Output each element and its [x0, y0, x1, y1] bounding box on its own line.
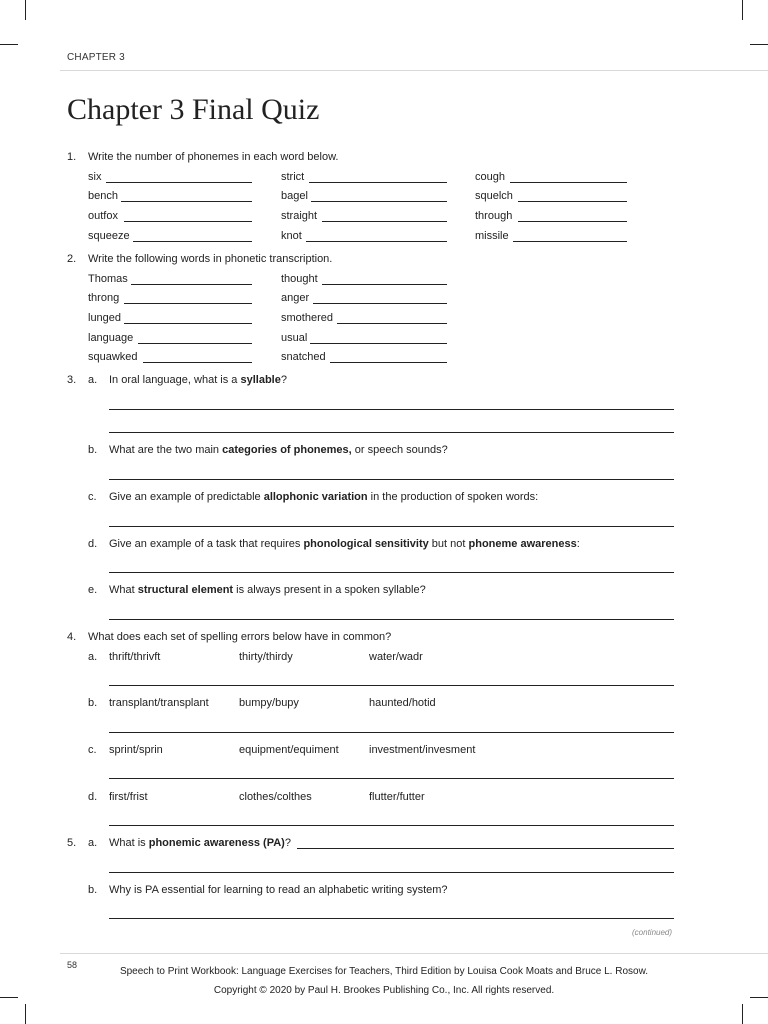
q1-prompt: Write the number of phonemes in each word below.	[88, 151, 339, 163]
q1-answer-line[interactable]	[124, 221, 252, 222]
q1-answer-line[interactable]	[133, 241, 252, 242]
crop-mark-bottom-right	[742, 1004, 743, 1024]
q3b-question: What are the two main categories of phonemes, or speech sounds?	[109, 444, 448, 456]
q3d-answer-line[interactable]	[109, 572, 674, 573]
q1-word: straight	[281, 210, 318, 222]
q4-error-set: thirty/thirdy	[239, 651, 293, 663]
q1-number: 1.	[67, 151, 77, 163]
q4-error-set: thrift/thrivft	[109, 651, 161, 663]
q3c-answer-line[interactable]	[109, 526, 674, 527]
q2-word: throng	[88, 292, 120, 304]
q3a-answer-line[interactable]	[109, 432, 674, 433]
q5b-letter: b.	[88, 884, 98, 896]
q1-word: bagel	[281, 190, 308, 202]
q1-word: bench	[88, 190, 118, 202]
q2-answer-line[interactable]	[143, 362, 252, 363]
q2-answer-line[interactable]	[131, 284, 252, 285]
continued-note: (continued)	[632, 928, 673, 937]
q1-answer-line[interactable]	[518, 201, 627, 202]
q5b-answer-line[interactable]	[109, 918, 674, 919]
q2-word: thought	[281, 273, 318, 285]
q1-answer-line[interactable]	[106, 182, 252, 183]
q1-word: cough	[475, 171, 505, 183]
q3e-answer-line[interactable]	[109, 619, 674, 620]
q5a-answer-line[interactable]	[109, 872, 674, 873]
page-title: Chapter 3 Final Quiz	[67, 93, 320, 126]
q4c-letter: c.	[88, 744, 97, 756]
q2-number: 2.	[67, 253, 77, 265]
q3a-letter: a.	[88, 374, 98, 386]
q2-answer-line[interactable]	[310, 343, 447, 344]
q1-answer-line[interactable]	[121, 201, 252, 202]
q5a-question: What is phonemic awareness (PA)?	[109, 837, 291, 849]
q1-word: outfox	[88, 210, 118, 222]
q3d-question: Give an example of a task that requires phonological sensitivity but not phoneme awareness:	[109, 538, 580, 550]
q1-word: missile	[475, 230, 509, 242]
q3e-question: What structural element is always present in a spoken syllable?	[109, 584, 426, 596]
q2-answer-line[interactable]	[330, 362, 447, 363]
q3b-answer-line[interactable]	[109, 479, 674, 480]
q1-answer-line[interactable]	[322, 221, 447, 222]
q4-prompt: What does each set of spelling errors below have in common?	[88, 631, 392, 643]
q2-word: squawked	[88, 351, 138, 363]
q1-answer-line[interactable]	[513, 241, 627, 242]
q4-error-set: bumpy/bupy	[239, 697, 299, 709]
crop-mark-top-right	[742, 0, 743, 20]
q4a-answer-line[interactable]	[109, 685, 674, 686]
q1-answer-line[interactable]	[306, 241, 447, 242]
page-number: 58	[67, 960, 78, 970]
q2-answer-line[interactable]	[124, 303, 252, 304]
q3-number: 3.	[67, 374, 77, 386]
q3d-letter: d.	[88, 538, 98, 550]
q4d-letter: d.	[88, 791, 98, 803]
q1-word: strict	[281, 171, 305, 183]
q1-answer-line[interactable]	[518, 221, 627, 222]
q3b-letter: b.	[88, 444, 98, 456]
footer-rule	[60, 953, 768, 954]
crop-mark-bottom-right-h	[750, 997, 768, 998]
q1-word: six	[88, 171, 102, 183]
q2-answer-line[interactable]	[337, 323, 447, 324]
q4-error-set: first/frist	[109, 791, 148, 803]
q5b-question: Why is PA essential for learning to read an alphabetic writing system?	[109, 884, 448, 896]
q2-word: usual	[281, 332, 308, 344]
q3e-letter: e.	[88, 584, 98, 596]
q1-answer-line[interactable]	[309, 182, 447, 183]
q4-error-set: flutter/futter	[369, 791, 425, 803]
q5a-letter: a.	[88, 837, 98, 849]
q5a-answer-line[interactable]	[297, 848, 674, 849]
q2-word: smothered	[281, 312, 333, 324]
q2-word: snatched	[281, 351, 326, 363]
crop-mark-bottom-left-h	[0, 997, 18, 998]
q1-word: knot	[281, 230, 302, 242]
q1-word: squelch	[475, 190, 513, 202]
q4-error-set: clothes/colthes	[239, 791, 312, 803]
q2-word: language	[88, 332, 134, 344]
q4-error-set: transplant/transplant	[109, 697, 209, 709]
q2-word: lunged	[88, 312, 122, 324]
header-rule	[60, 70, 768, 71]
chapter-label: CHAPTER 3	[67, 52, 125, 63]
q1-word: squeeze	[88, 230, 130, 242]
crop-mark-top-left-h	[0, 44, 18, 45]
q2-prompt: Write the following words in phonetic transcription.	[88, 253, 333, 265]
q4b-letter: b.	[88, 697, 98, 709]
q2-answer-line[interactable]	[138, 343, 252, 344]
q2-word: Thomas	[88, 273, 128, 285]
crop-mark-bottom-left	[25, 1004, 26, 1024]
q2-answer-line[interactable]	[313, 303, 447, 304]
q4-number: 4.	[67, 631, 77, 643]
crop-mark-top-right-h	[750, 44, 768, 45]
q5-number: 5.	[67, 837, 77, 849]
q4b-answer-line[interactable]	[109, 732, 674, 733]
q4-error-set: sprint/sprin	[109, 744, 163, 756]
q1-word: through	[475, 210, 513, 222]
q4-error-set: water/wadr	[369, 651, 423, 663]
q3c-letter: c.	[88, 491, 97, 503]
footer-citation: Speech to Print Workbook: Language Exercises for Teachers, Third Edition by Louisa Cook Moats and Bruce L. Rosow.	[119, 966, 649, 977]
q2-answer-line[interactable]	[322, 284, 447, 285]
q4-error-set: investment/invesment	[369, 744, 476, 756]
q4d-answer-line[interactable]	[109, 825, 674, 826]
q4a-letter: a.	[88, 651, 98, 663]
q2-word: anger	[281, 292, 310, 304]
q4-error-set: equipment/equiment	[239, 744, 339, 756]
q3c-question: Give an example of predictable allophonic variation in the production of spoken words:	[109, 491, 539, 503]
q3a-question: In oral language, what is a syllable?	[109, 374, 287, 386]
q4-error-set: haunted/hotid	[369, 697, 436, 709]
q3a-answer-line[interactable]	[109, 409, 674, 410]
q1-answer-line[interactable]	[311, 201, 447, 202]
q2-answer-line[interactable]	[124, 323, 252, 324]
crop-mark-top-left	[25, 0, 26, 20]
q1-answer-line[interactable]	[510, 182, 627, 183]
q4c-answer-line[interactable]	[109, 778, 674, 779]
footer-copyright: Copyright © 2020 by Paul H. Brookes Publishing Co., Inc. All rights reserved.	[213, 985, 555, 996]
